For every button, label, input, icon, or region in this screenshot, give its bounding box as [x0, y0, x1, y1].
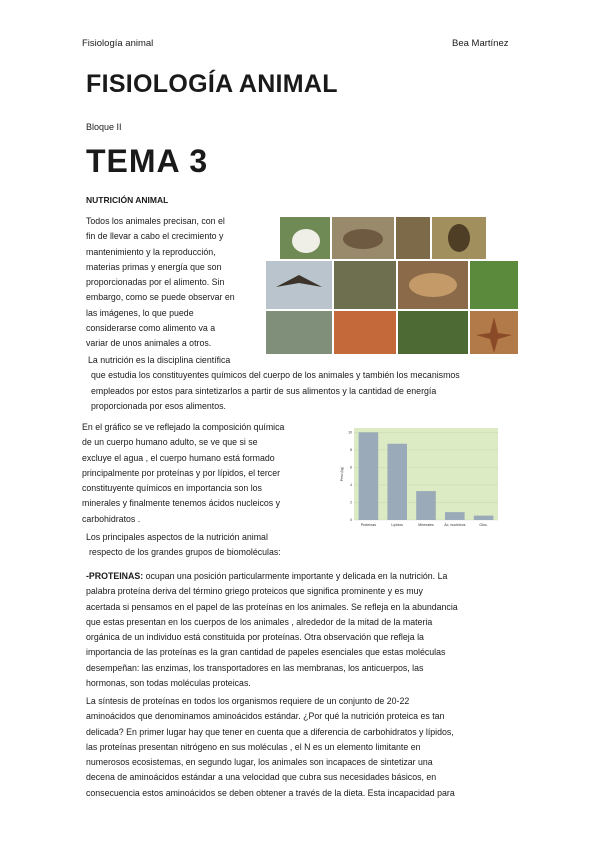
text-line: desempeñan: las enzimas, los transportadores en las membranas, los anticuerpos, las	[86, 662, 424, 673]
text-line: constituyente químicos en importancia son los	[82, 483, 262, 494]
bar-1	[387, 444, 407, 520]
section-subtitle: NUTRICIÓN ANIMAL	[86, 195, 169, 205]
text-line: que estudia los constituyentes químicos del cuerpo de los animales y también los mecanismos	[91, 370, 460, 381]
text-line: variar de unos animales a otros.	[86, 338, 212, 349]
y-tick-label: 10	[348, 430, 352, 435]
proteinas-paragraph	[86, 569, 526, 691]
text-line: proporcionada por esos alimentos.	[91, 400, 226, 411]
text-line: empleados por estos para sintetizarlos a partir de sus alimentos y la cantidad de energía	[91, 385, 437, 396]
leaves-photo	[470, 261, 518, 309]
x-tick-label: Lípidos	[391, 523, 403, 527]
text-line: La nutrición es la disciplina científica	[88, 355, 231, 365]
animal-photo-collage	[266, 217, 518, 354]
text-line: mantenimiento y la reproducción,	[86, 246, 216, 257]
heron-photo	[266, 311, 332, 354]
y-tick-label: 8	[350, 448, 352, 453]
sintesis-paragraph	[86, 694, 526, 801]
text-line: respecto de los grandes grupos de biomoléculas:	[89, 547, 281, 558]
text-line: proporcionadas por el alimento. Sin	[86, 277, 225, 288]
text-line: las imágenes, lo que puede	[86, 307, 194, 318]
x-tick-label: Ác. nucleicos	[444, 523, 466, 527]
bird-photo	[334, 261, 396, 309]
text-line: minerales y finalmente tenemos ácidos nucleicos y	[82, 498, 281, 509]
snake-photo	[398, 311, 468, 354]
text-line: orgánica de un individuo está constituida por proteínas. Otra observación que refleja la	[86, 632, 424, 643]
composition-bar-chart	[338, 424, 500, 532]
y-tick-label: 4	[350, 483, 352, 488]
y-axis-label: Peso (kg)	[340, 466, 344, 482]
text-line: ocupan una posición particularmente importante y delicada en la nutrición. La	[143, 571, 448, 581]
proteinas-label: -PROTEINAS:	[86, 571, 144, 581]
text-line: delicada? En primer lugar hay que tener en cuenta que a diferencia de carbohidratos y lípidos,	[86, 726, 454, 737]
text-line: decena de aminoácidos estándar a una velocidad que cubra sus necesidades básicos, en	[86, 772, 437, 783]
x-tick-label: Proteínas	[360, 523, 377, 527]
sloth-photo	[396, 217, 430, 259]
intro-paragraph	[86, 214, 235, 352]
text-line: materias primas y energía que son	[86, 261, 222, 272]
text-line: las proteínas presentan nitrógeno en sus moléculas , el N es un elemento limitante en	[86, 741, 421, 752]
text-line: numerosos ecosistemas, en segundo lugar, los animales son incapaces de sintetizar una	[86, 757, 433, 768]
text-line: acertada si pensamos en el papel de las proteínas en los animales. Se refleja en la abundancia	[86, 601, 458, 612]
text-line: principalmente por proteínas y por lípidos, el tercer	[82, 467, 281, 478]
text-line: importancia de las proteínas es la gran cantidad de papeles esenciales que estas moléculas	[86, 647, 446, 658]
document-title: FISIOLOGÍA ANIMAL	[86, 70, 338, 98]
x-tick-label: Minerales	[418, 523, 434, 527]
y-tick-label: 6	[350, 465, 352, 470]
text-line: Los principales aspectos de la nutrición animal	[86, 532, 268, 542]
tema-heading: TEMA 3	[86, 143, 209, 179]
text-line: que estas presentan en los cuerpos de los animales , alrededor de la mitad de la materia	[86, 616, 433, 627]
text-line: fin de llevar a cabo el crecimiento y	[86, 231, 224, 242]
text-line: consecuencia estos aminoácidos se deben obtener a través de la dieta. Esta incapacidad para	[86, 787, 455, 798]
text-line: carbohidratos .	[82, 513, 141, 524]
text-line: excluye el agua , el cuerpo humano está formado	[82, 452, 275, 463]
y-tick-label: 2	[350, 500, 352, 505]
text-line: hormonas, son todas moléculas proteicas.	[86, 678, 251, 689]
header-right: Bea Martínez	[452, 38, 509, 49]
nutricion-paragraph	[88, 353, 460, 414]
text-line: de un cuerpo humano adulto, se ve que si se	[82, 437, 258, 448]
text-line: En el gráfico se ve reflejado la composición química	[82, 422, 285, 432]
header-left: Fisiología animal	[82, 38, 154, 49]
text-line: palabra proteína deriva del término griego proteicos que significa prominente y es muy	[86, 586, 423, 597]
text-line: La síntesis de proteínas en todos los organismos requiere de un conjunto de 20-22	[86, 696, 410, 706]
aspectos-paragraph	[86, 530, 281, 561]
grafico-paragraph	[82, 420, 284, 527]
bloque-label: Bloque II	[86, 122, 122, 132]
text-line: considerarse como alimento va a	[86, 323, 216, 334]
y-tick-label: 0	[350, 518, 352, 523]
bar-2	[416, 491, 436, 520]
bar-0	[359, 432, 379, 520]
squirrel-photo	[334, 311, 396, 354]
text-line: embargo, como se puede observar en	[86, 292, 235, 303]
bar-3	[445, 512, 465, 520]
text-line: Todos los animales precisan, con el	[86, 216, 225, 226]
bar-4	[474, 516, 494, 520]
x-tick-label: Glúc.	[479, 523, 488, 527]
eagle-photo	[266, 261, 332, 309]
text-line: aminoácidos que denominamos aminoácidos estándar. ¿Por qué la nutrición proteica es tan	[86, 711, 445, 722]
